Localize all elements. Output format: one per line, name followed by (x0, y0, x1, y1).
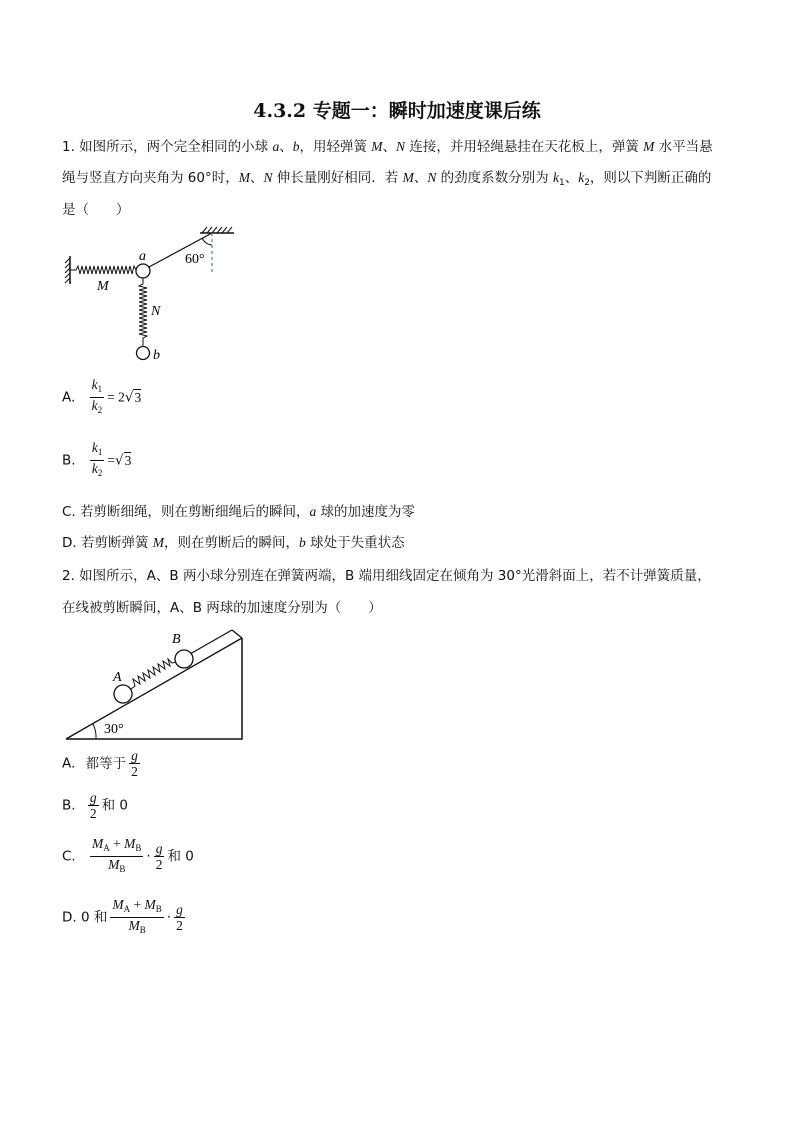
q2-option-b[interactable] (62, 790, 128, 821)
var-N: N (396, 139, 406, 154)
page-title: 4.3.2 专题一：瞬时加速度课后练 (253, 100, 541, 122)
denominator: k (91, 461, 98, 476)
q2-stem-line2: 在线被剪断瞬间，A、B 两球的加速度分别为（ ） (62, 600, 382, 616)
q1-text: 绳与竖直方向夹角为 60°时， (62, 170, 239, 186)
denominator: 2 (89, 806, 97, 821)
var-k1: k (552, 170, 559, 185)
numerator: k (91, 377, 98, 392)
var-M: M (402, 170, 414, 185)
sqrt-icon: √ (114, 452, 124, 469)
subscript: 1 (558, 178, 565, 188)
option-letter: D. (62, 909, 77, 926)
q1-option-d[interactable] (62, 531, 405, 551)
mass-symbol: M (128, 918, 140, 933)
subscript: 1 (97, 384, 103, 394)
subscript: B (135, 843, 142, 853)
spring-m (70, 266, 136, 274)
separator: 、 (382, 139, 397, 155)
mass-symbol: M (92, 836, 104, 851)
option-text: 球处于失重状态 (305, 535, 405, 551)
fraction-masses (90, 836, 143, 877)
rhs-coefficient: = 2 (107, 389, 125, 405)
radicand: 3 (124, 452, 132, 468)
q2-option-d[interactable] (62, 897, 188, 938)
option-letter: B. (62, 452, 76, 469)
option-letter: D. (62, 535, 77, 551)
angle-arc (93, 724, 96, 739)
spring-n (139, 278, 147, 347)
denominator: 2 (176, 918, 183, 933)
var-a: a (309, 504, 317, 519)
option-letter: C. (62, 848, 76, 865)
ball-b (175, 650, 193, 668)
option-letter: A. (62, 755, 76, 772)
fraction-g-2 (154, 841, 165, 872)
option-letter: A. (62, 389, 76, 406)
separator: 、 (413, 170, 428, 186)
option-letter: C. (62, 504, 76, 520)
dot-operator: · (146, 848, 151, 865)
plus-sign: + (130, 897, 145, 912)
var-a: a (272, 139, 280, 154)
mass-symbol: M (108, 857, 120, 872)
subscript: A (103, 843, 110, 853)
mass-symbol: M (144, 897, 156, 912)
plus-sign: + (109, 836, 125, 851)
incline-surface (66, 638, 242, 739)
label-b: B (172, 632, 181, 647)
q1-figure (62, 222, 252, 367)
option-text: 0 和 (80, 909, 108, 926)
q1-stem-line3: 是（ ） (62, 202, 130, 218)
var-k2: k (578, 170, 585, 185)
subscript: A (123, 904, 131, 914)
subscript: B (119, 864, 126, 874)
q1-text: ，用轻弹簧 (299, 139, 372, 155)
var-b: b (292, 139, 300, 154)
denominator: 2 (155, 857, 163, 872)
subscript: B (155, 904, 162, 914)
q1-stem-line2 (62, 166, 711, 188)
q1-text: ，则以下判断正确的 (589, 170, 712, 186)
fraction-k1-k2 (90, 440, 105, 481)
q1-text: 的劲度系数分别为 (436, 170, 553, 186)
option-text: 球的加速度为零 (316, 504, 416, 520)
mass-symbol: M (124, 836, 136, 851)
var-N: N (427, 170, 437, 185)
var-M: M (371, 139, 383, 154)
numerator: g (131, 748, 138, 763)
subscript: 2 (97, 405, 103, 415)
option-text: 都等于 (85, 755, 127, 772)
q1-option-a[interactable] (62, 377, 141, 418)
subscript: 2 (584, 178, 590, 188)
label-n: N (151, 304, 161, 319)
numerator: k (91, 440, 98, 455)
angle-arc (202, 238, 212, 245)
fraction-g-2 (88, 790, 99, 821)
subscript: 2 (97, 468, 103, 478)
subscript: 1 (97, 447, 103, 457)
ball-b (137, 347, 150, 360)
var-M: M (152, 535, 165, 550)
q1-option-b[interactable] (62, 440, 131, 481)
fraction-g-2 (174, 902, 185, 933)
var-N: N (263, 170, 273, 185)
var-M: M (238, 170, 250, 185)
dot-operator: · (166, 909, 172, 926)
subscript: B (139, 925, 146, 935)
numerator: g (155, 841, 163, 856)
separator: 、 (564, 170, 579, 186)
option-text: 若剪断细绳，则在剪断细绳后的瞬间， (80, 504, 310, 520)
sqrt-icon: √ (124, 389, 134, 406)
label-a: a (139, 249, 146, 264)
ceiling-hatch (202, 227, 232, 233)
option-text: 和 0 (167, 848, 194, 865)
label-m: M (97, 279, 109, 294)
q2-option-c[interactable] (62, 836, 194, 877)
fraction-k1-k2 (90, 377, 105, 418)
denominator: k (91, 398, 98, 413)
q1-text: 伸长量刚好相同．若 (272, 170, 403, 186)
angle-label: 30° (104, 722, 124, 737)
q2-stem-line1: 2. 如图所示，A、B 两小球分别连在弹簧两端，B 端用细线固定在倾角为 30°光滑斜面上，若不计弹簧质量， (62, 568, 711, 584)
fraction-masses (110, 897, 163, 938)
equals-sign: = (107, 452, 115, 468)
thread-anchor (232, 630, 242, 638)
numerator: g (176, 902, 183, 917)
option-letter: B. (62, 797, 76, 814)
var-b: b (299, 535, 306, 550)
q1-text: 连接，并用轻绳悬挂在天花板上，弹簧 (405, 139, 644, 155)
q1-text: 水平当悬 (654, 139, 713, 155)
option-text: ，则在剪断后的瞬间， (164, 535, 300, 551)
numerator: g (89, 790, 97, 805)
q1-stem-line1 (62, 135, 713, 155)
denominator: 2 (131, 764, 138, 779)
var-M: M (643, 139, 655, 154)
radicand: 3 (134, 389, 142, 405)
q2-figure (62, 618, 247, 743)
spring (131, 659, 177, 689)
option-text: 若剪断弹簧 (80, 535, 153, 551)
option-text: 和 0 (101, 797, 128, 814)
angle-label: 60° (185, 252, 205, 267)
ball-a (114, 685, 132, 703)
q2-option-a[interactable] (62, 748, 143, 779)
ball-a (136, 264, 150, 278)
label-a: A (113, 670, 122, 685)
separator: 、 (279, 139, 293, 155)
separator: 、 (249, 170, 264, 186)
mass-symbol: M (112, 897, 124, 912)
thread (190, 630, 232, 654)
q1-text: 1. 如图所示，两个完全相同的小球 (62, 139, 273, 155)
label-b: b (153, 348, 160, 363)
q1-option-c[interactable] (62, 500, 415, 520)
fraction-g-2 (129, 748, 140, 779)
